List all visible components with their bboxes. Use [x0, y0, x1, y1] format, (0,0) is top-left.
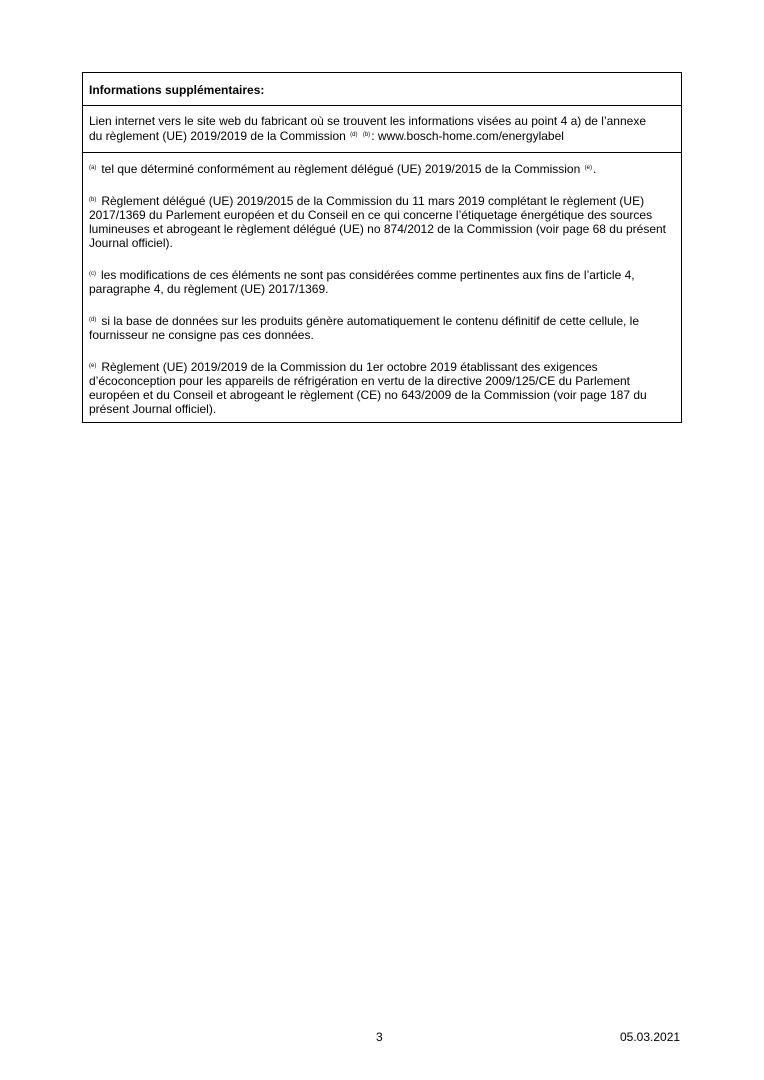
footnote-text: Règlement (UE) 2019/2019 de la Commission du 1er octobre 2019 établissant des exigences d’écoconception pour les appareils de réfrigération en vertu de la directive 2009/125/CE du Parlement européen et du Conseil et abrogeant le règlement (CE) no 643/2009 de la Commission (voir page 187 du présent Journal officiel). — [89, 360, 647, 416]
footnote-ref-d: (d) — [350, 132, 358, 138]
manufacturer-url-text: : www.bosch-home.com/energylabel — [371, 129, 564, 143]
footnote-c — [89, 268, 675, 296]
footnote-marker: (d) — [89, 317, 97, 323]
footnotes-cell — [83, 153, 681, 422]
footnote-text: Règlement délégué (UE) 2019/2015 de la Commission du 11 mars 2019 complétant le règlement (UE) 2017/1369 du Parlement européen et du Conseil en ce qui concerne l’étiquetage énergétique des sources lumineuses et abrogeant le règlement délégué (UE) no 874/2012 de la Commission (voir page 68 du présent Journal officiel). — [89, 194, 667, 250]
footnote-text: les modifications de ces éléments ne sont pas considérées comme pertinentes aux fins de l’article 4, paragraphe 4, du règlement (UE) 2017/1369. — [89, 268, 635, 296]
footnote-e — [89, 360, 675, 416]
footnote-ref-e: (e) — [584, 165, 592, 171]
footnote-marker: (b) — [89, 197, 97, 203]
supplementary-info-table — [82, 72, 682, 423]
link-text-line1: Lien internet vers le site web du fabricant où se trouvent les informations visées au point 4 a) de l’annexe — [89, 114, 646, 128]
footnote-a — [89, 162, 675, 176]
link-text-line2: du règlement (UE) 2019/2019 de la Commission — [89, 129, 346, 143]
footnote-marker: (a) — [89, 165, 97, 171]
page-number: 3 — [376, 1030, 383, 1044]
footnote-marker: (e) — [89, 363, 97, 369]
footnote-b — [89, 194, 675, 250]
document-date: 05.03.2021 — [620, 1030, 681, 1044]
footnote-text: tel que déterminé conformément au règlement délégué (UE) 2019/2015 de la Commission — [101, 162, 581, 176]
table-header — [83, 73, 681, 106]
footnote-ref-b: (b) — [362, 132, 371, 138]
footnote-text: si la base de données sur les produits génère automatiquement le contenu définitif de cette cellule, le fournisseur ne consigne pas ces données. — [89, 314, 640, 342]
table-title: Informations supplémentaires: — [89, 83, 265, 97]
footnote-marker: (c) — [89, 271, 96, 277]
footnote-d — [89, 314, 675, 342]
manufacturer-link-cell — [83, 106, 681, 153]
footnote-trailing: . — [592, 162, 597, 176]
